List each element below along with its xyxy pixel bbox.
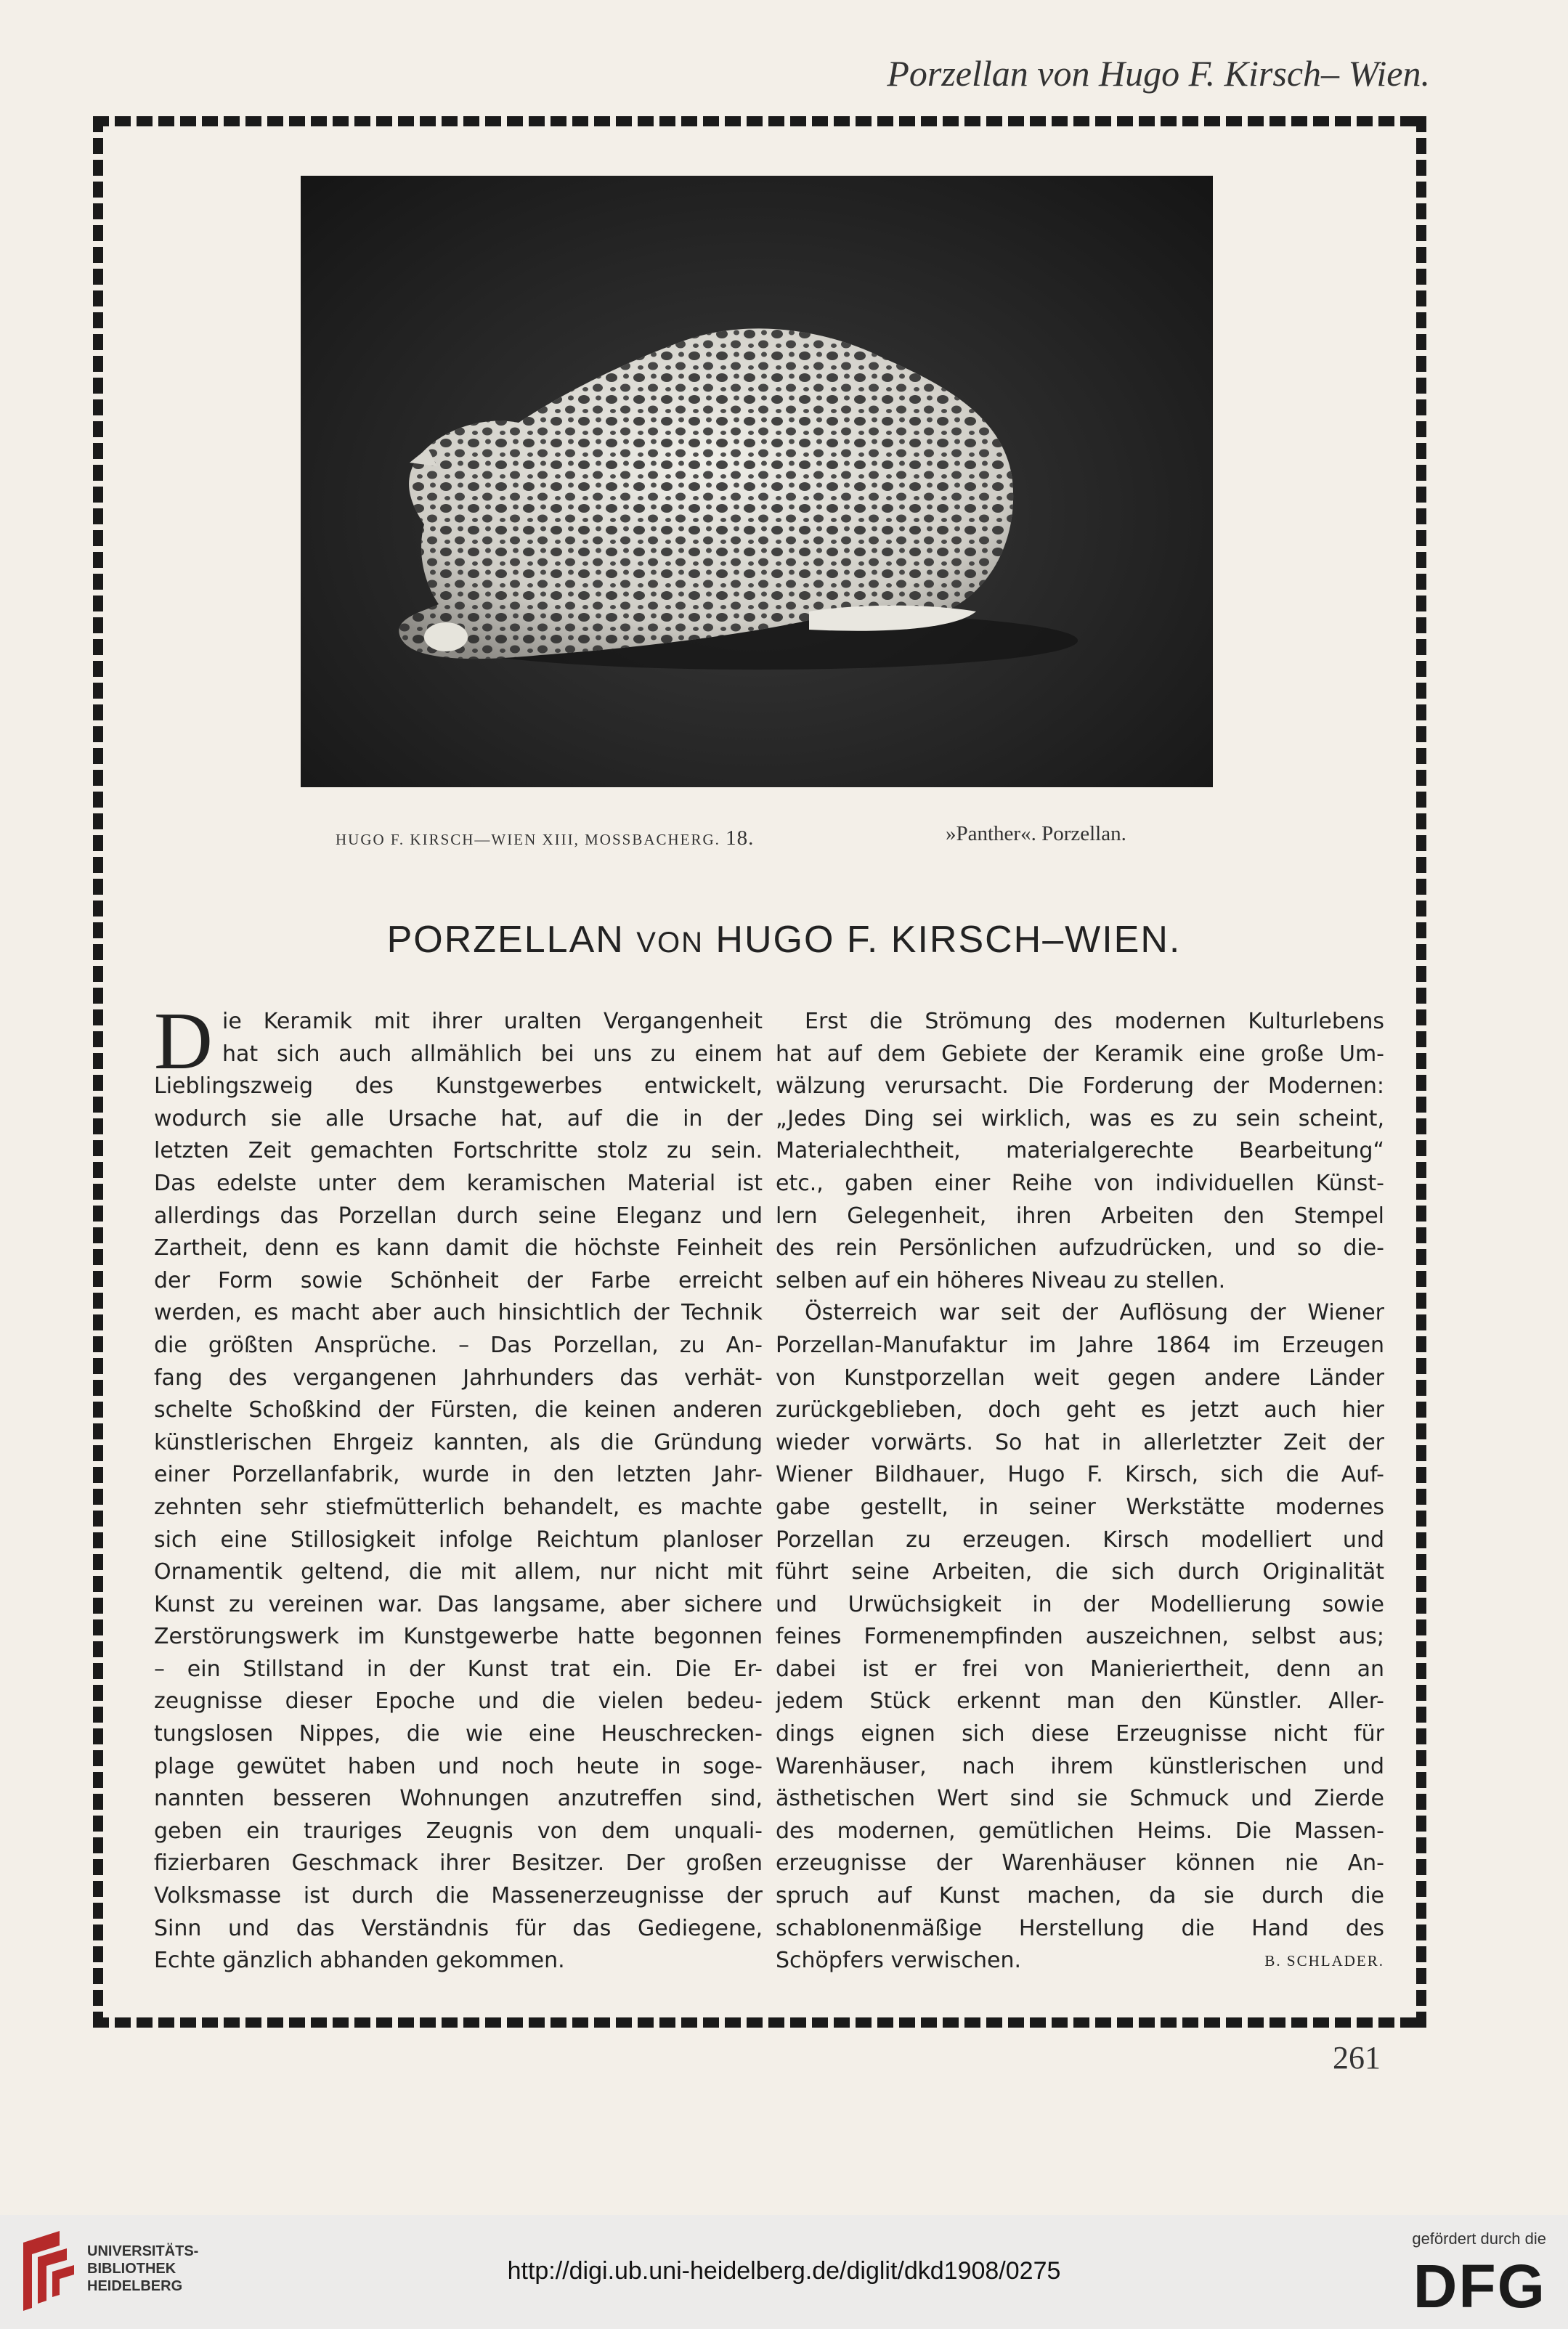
library-name-line-1: UNIVERSITÄTS-	[87, 2243, 199, 2259]
text-line: „Jedes Ding sei wirklich, was es zu sein scheint,	[776, 1105, 1384, 1131]
text-line: des rein Persönlichen aufzudrücken, und so die-	[776, 1235, 1384, 1261]
panther-figure-image	[301, 176, 1213, 787]
text-line: Porzellan-Manufaktur im Jahre 1864 im Erzeugen	[776, 1332, 1384, 1358]
text-line: Erst die Strömung des modernen Kulturlebens	[805, 1009, 1384, 1034]
text-line: Sinn und das Verständnis für das Gediegene,	[154, 1915, 763, 1941]
title-part-1: PORZELLAN	[386, 919, 625, 961]
text-line: spruch auf Kunst machen, da sie durch die	[776, 1883, 1384, 1909]
dfg-logo: DFG	[1413, 2252, 1546, 2320]
text-line: ie Keramik mit ihrer uralten Vergangenheit	[222, 1009, 763, 1034]
panther-photograph	[301, 176, 1213, 787]
text-line: dings eignen sich diese Erzeugnisse nicht für	[776, 1721, 1384, 1747]
permalink-url[interactable]: http://digi.ub.uni-heidelberg.de/diglit/dkd1908/0275	[507, 2257, 1061, 2285]
text-line: Das edelste unter dem keramischen Material ist	[154, 1170, 763, 1196]
library-name-line-2: BIBLIOTHEK	[87, 2261, 176, 2277]
text-line: lern Gelegenheit, ihren Arbeiten den Stempel	[776, 1203, 1384, 1229]
text-line: Lieblingszweig des Kunstgewerbes entwickelt,	[154, 1073, 763, 1100]
text-line: der Form sowie Schönheit der Farbe erreicht	[154, 1267, 763, 1293]
text-line: gabe gestellt, in seiner Werkstätte modernes	[776, 1494, 1384, 1520]
text-line: ästhetischen Wert sind sie Schmuck und Zierde	[776, 1786, 1384, 1812]
drop-cap: D	[154, 996, 213, 1086]
text-line: Kunst zu vereinen war. Das langsame, aber sichere	[154, 1591, 763, 1617]
digitization-footer	[0, 2215, 1568, 2329]
figure-caption-title: »Panther«. Porzellan.	[946, 822, 1126, 845]
column-left-lines	[154, 996, 763, 1978]
border-top	[93, 116, 1426, 126]
text-line: Österreich war seit der Auflösung der Wiener	[805, 1300, 1384, 1326]
text-line: Warenhäuser, nach ihrem künstlerischen und	[776, 1753, 1384, 1779]
border-bottom	[93, 2017, 1426, 2028]
library-name-line-3: HEIDELBERG	[87, 2278, 183, 2294]
text-line: zeugnisse dieser Epoche und die vielen bedeu-	[154, 1688, 763, 1715]
text-line: von Kunstporzellan weit gegen andere Länder	[776, 1365, 1384, 1391]
text-line: feines Formenempfinden auszeichnen, selbst aus;	[776, 1624, 1384, 1650]
author-signature: B. SCHLADER.	[1264, 1952, 1384, 1970]
text-line: dabei ist er frei von Manieriertheit, denn an	[776, 1656, 1384, 1682]
text-line: sich eine Stillosigkeit infolge Reichtum planloser	[154, 1527, 763, 1553]
text-line: führt seine Arbeiten, die sich durch Originalität	[776, 1559, 1384, 1585]
text-line: Wiener Bildhauer, Hugo F. Kirsch, sich die Auf-	[776, 1462, 1384, 1488]
text-line: hat auf dem Gebiete der Keramik eine große Um-	[776, 1041, 1384, 1067]
text-line: Zerstörungswerk im Kunstgewerbe hatte begonnen	[154, 1624, 763, 1650]
text-line: selben auf ein höheres Niveau zu stellen.	[776, 1267, 1226, 1293]
text-line: nannten besseren Wohnungen anzutreffen sind,	[154, 1786, 763, 1812]
border-right	[1416, 116, 1426, 2028]
text-line: letzten Zeit gemachten Fortschritte stolz zu sein.	[154, 1138, 763, 1164]
funded-by-label: gefördert durch die	[1412, 2230, 1546, 2248]
text-line: Schöpfers verwischen. B. SCHLADER.	[776, 1945, 1384, 1978]
text-line: Porzellan zu erzeugen. Kirsch modelliert und	[776, 1527, 1384, 1553]
text-line: Materialechtheit, materialgerechte Bearbeitung“	[776, 1138, 1384, 1164]
title-part-2: VON	[636, 927, 704, 959]
text-line: Echte gänzlich abhanden gekommen.	[154, 1948, 565, 1974]
text-line: jedem Stück erkennt man den Künstler. Aller-	[776, 1688, 1384, 1715]
text-line: zurückgeblieben, doch geht es jetzt auch hier	[776, 1397, 1384, 1423]
text-line: des modernen, gemütlichen Heims. Die Massen-	[776, 1818, 1384, 1844]
text-line: zehnten sehr stiefmütterlich behandelt, es machte	[154, 1494, 763, 1520]
text-line: Volksmasse ist durch die Massenerzeugnisse der	[154, 1883, 763, 1909]
text-line: tungslosen Nippes, die wie eine Heuschrecken-	[154, 1721, 763, 1747]
text-line: wälzung verursacht. Die Forderung der Modernen:	[776, 1073, 1384, 1100]
text-line: werden, es macht aber auch hinsichtlich der Technik	[154, 1300, 763, 1326]
text-line: geben ein trauriges Zeugnis von dem unquali-	[154, 1818, 763, 1844]
text-line: erzeugnisse der Warenhäuser können nie An-	[776, 1850, 1384, 1877]
caption-credit-text: HUGO F. KIRSCH—WIEN XIII, MOSSBACHERG.	[336, 831, 720, 848]
figure-caption-credit	[336, 826, 754, 850]
text-line: plage gewütet haben und noch heute in soge-	[154, 1753, 763, 1779]
text-line: Zartheit, denn es kann damit die höchste Feinheit	[154, 1235, 763, 1261]
text-line: künstlerischen Ehrgeiz kannten, als die Gründung	[154, 1429, 763, 1455]
caption-credit-number: 18.	[726, 826, 755, 850]
column-right-lines	[776, 1006, 1384, 1978]
text-line: fang des vergangenen Jahrhunders das verhät-	[154, 1365, 763, 1391]
border-left	[93, 116, 103, 2028]
panther-body	[399, 328, 1013, 659]
title-part-3: HUGO F. KIRSCH–WIEN.	[715, 919, 1182, 961]
text-line: wieder vorwärts. So hat in allerletzter Zeit der	[776, 1429, 1384, 1455]
article-title	[0, 918, 1568, 962]
text-line: hat sich auch allmählich bei uns zu einem	[222, 1041, 763, 1067]
text-column-left	[154, 996, 763, 1978]
text-line: schelte Schoßkind der Fürsten, die keinen anderen	[154, 1397, 763, 1423]
text-line: einer Porzellanfabrik, wurde in den letzten Jahr-	[154, 1462, 763, 1488]
text-line: Ornamentik geltend, die mit allem, nur nicht mit	[154, 1559, 763, 1585]
running-head: Porzellan von Hugo F. Kirsch– Wien.	[887, 53, 1430, 94]
text-line: und Urwüchsigkeit in der Modellierung sowie	[776, 1591, 1384, 1617]
text-line: fizierbaren Geschmack ihrer Besitzer. Der großen	[154, 1850, 763, 1877]
text-line: etc., gaben einer Reihe von individuellen Künst-	[776, 1170, 1384, 1196]
text-line: wodurch sie alle Ursache hat, auf die in der	[154, 1105, 763, 1131]
text-line: allerdings das Porzellan durch seine Eleganz und	[154, 1203, 763, 1229]
page-number: 261	[1333, 2040, 1381, 2076]
text-column-right	[776, 1006, 1384, 1978]
text-line: – ein Stillstand in der Kunst trat ein. Die Er-	[154, 1656, 763, 1682]
text-line: die größten Ansprüche. – Das Porzellan, zu An-	[154, 1332, 763, 1358]
text-line: schablonenmäßige Herstellung die Hand des	[776, 1915, 1384, 1941]
